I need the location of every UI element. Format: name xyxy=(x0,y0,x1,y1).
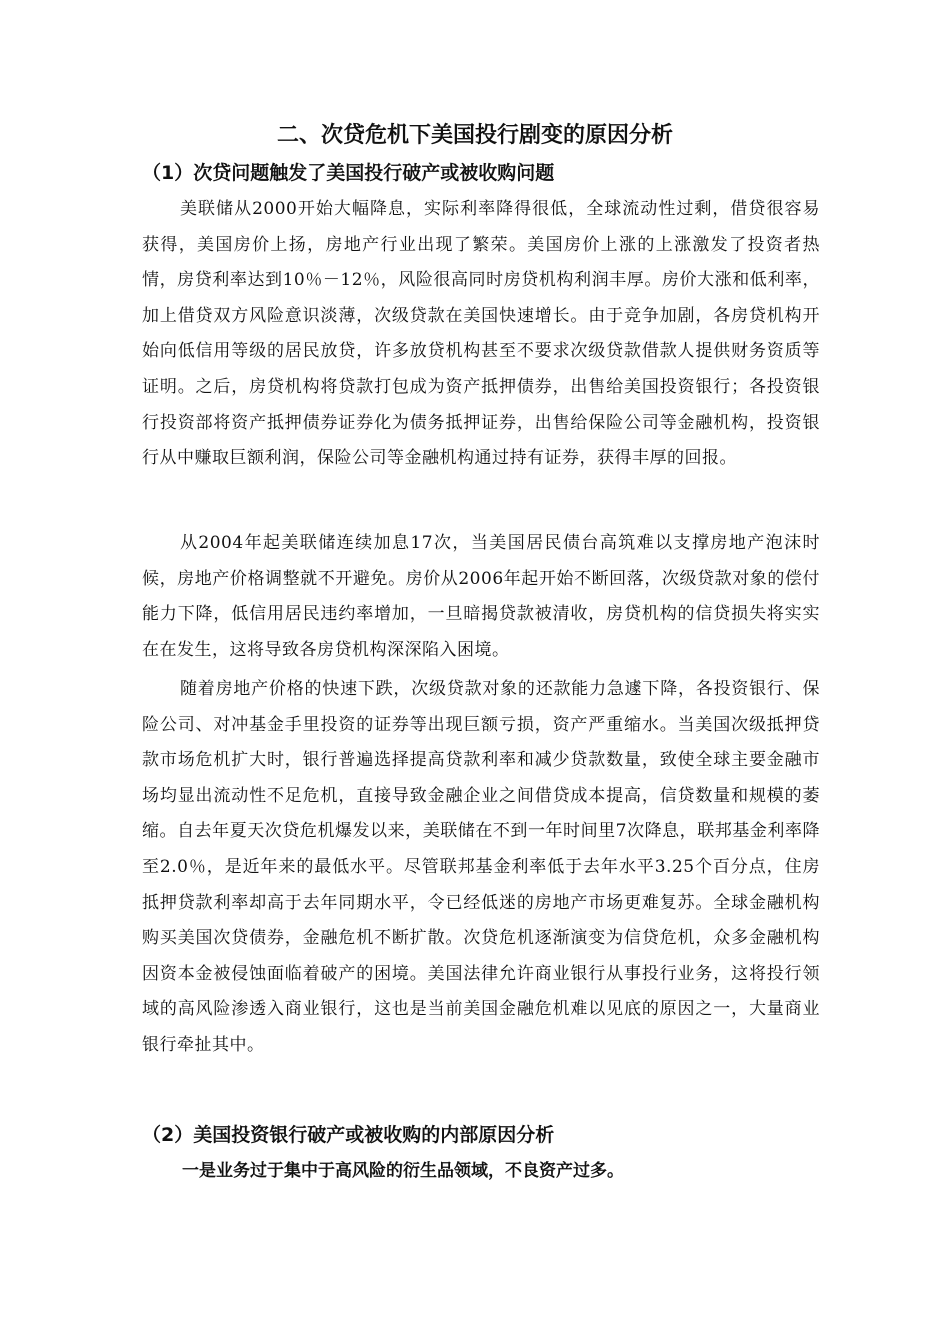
paragraph-3: 随着房地产价格的快速下跌，次级贷款对象的还款能力急遽下降，各投资银行、保险公司、对冲基金手里投资的证券等出现巨额亏损，资产严重缩水。当美国次级抵押贷款市场危机扩大时，银行普遍选择提高贷款利率和减少贷款数量，致使全球主要金融市场均显出流动性不足危机，直接导致金融企业之间借贷成本提高，信贷数量和规模的萎缩。自去年夏天次贷危机爆发以来，美联储在不到一年时间里7次降息，联邦基金利率降至2.0％，是近年来的最低水平。尽管联邦基金利率低于去年水平3.25个百分点，住房抵押贷款利率却高于去年同期水平，令已经低迷的房地产市场更难复苏。全球金融机构购买美国次贷债券，金融危机不断扩散。次贷危机逐渐演变为信贷危机，众多金融机构因资本金被侵蚀面临着破产的困境。美国法律允许商业银行从事投行业务，这将投行领域的高风险渗透入商业银行，这也是当前美国金融危机难以见底的原因之一，大量商业银行牵扯其中。 xyxy=(142,679,820,1055)
paragraph-2: 从2004年起美联储连续加息17次，当美国居民债台高筑难以支撑房地产泡沫时候，房地产价格调整就不开避免。房价从2006年起开始不断回落，次级贷款对象的偿付能力下降，低信用居民违约率增加，一旦暗揭贷款被清收，房贷机构的信贷损失将实实在在发生，这将导致各房贷机构深深陷入困境。 xyxy=(142,533,820,660)
page-title: 二、次贷危机下美国投行剧变的原因分析 xyxy=(276,123,673,148)
paragraph-1: 美联储从2000开始大幅降息，实际利率降得很低，全球流动性过剩，借贷很容易获得，美国房价上扬，房地产行业出现了繁荣。美国房价上涨的上涨激发了投资者热情，房贷利率达到10％－12％，风险很高同时房贷机构利润丰厚。房价大涨和低利率，加上借贷双方风险意识淡薄，次级贷款在美国快速增长。由于竞争加剧，各房贷机构开始向低信用等级的居民放贷，许多放贷机构甚至不要求次级贷款借款人提供财务资质等证明。之后，房贷机构将贷款打包成为资产抵押债券，出售给美国投资银行；各投资银行投资部将资产抵押债券证券化为债务抵押证券，出售给保险公司等金融机构，投资银行从中赚取巨额利润，保险公司等金融机构通过持有证券，获得丰厚的回报。 xyxy=(142,199,820,469)
section-heading-2: （2）美国投资银行破产或被收购的内部原因分析 xyxy=(142,1124,555,1146)
bold-point: 一是业务过于集中于高风险的衍生品领域，不良资产过多。 xyxy=(182,1161,624,1181)
section-heading-1: （1）次贷问题触发了美国投行破产或被收购问题 xyxy=(142,162,555,184)
